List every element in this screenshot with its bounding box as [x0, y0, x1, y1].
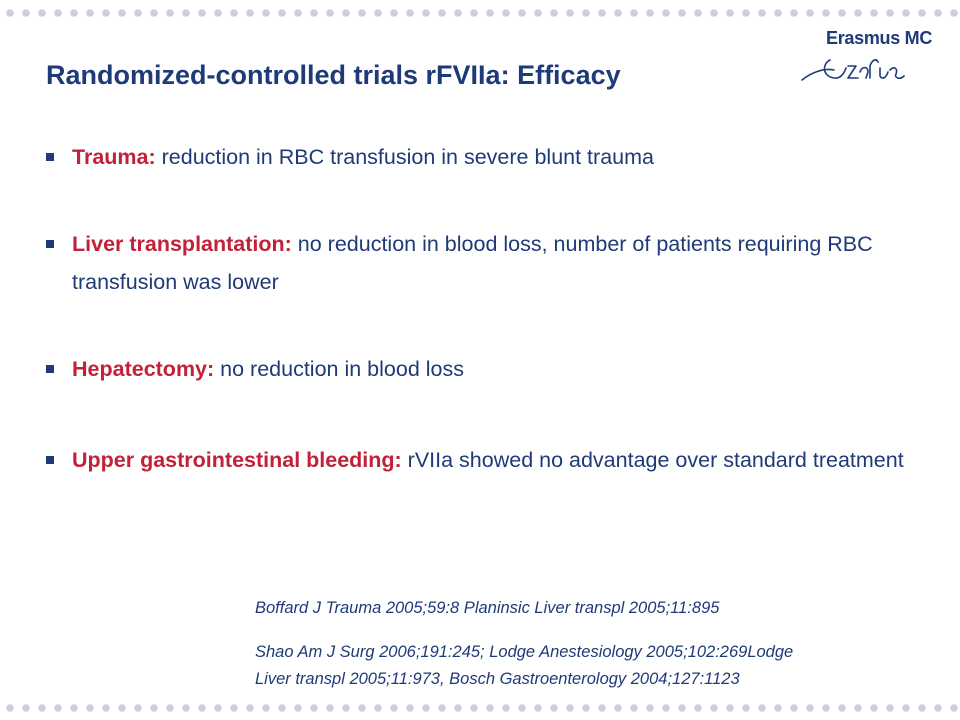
- slide-title: Randomized-controlled trials rFVIIa: Efficacy: [46, 60, 621, 90]
- bullet-term: Liver transplantation:: [72, 232, 292, 256]
- bullet-trauma: [46, 138, 654, 176]
- bullet-hepatectomy: [46, 350, 464, 388]
- bullet-marker-icon: [46, 456, 54, 464]
- bullet-text: reduction in RBC transfusion in severe blunt trauma: [155, 145, 654, 169]
- top-dotted-border: [0, 8, 960, 18]
- bottom-dotted-border: [0, 703, 960, 713]
- reference-line: Boffard J Trauma 2005;59:8 Planinsic Liver transpl 2005;11:895: [255, 599, 720, 617]
- bullet-marker-icon: [46, 365, 54, 373]
- erasmus-mc-logo: [800, 28, 940, 98]
- bullet-liver-transplantation: [46, 225, 906, 301]
- reference-line: Shao Am J Surg 2006;191:245; Lodge Anestesiology 2005;102:269Lodge: [255, 643, 794, 661]
- bullet-marker-icon: [46, 240, 54, 248]
- bullet-text: rVIIa showed no advantage over standard treatment: [401, 448, 904, 472]
- bullet-marker-icon: [46, 153, 54, 161]
- bullet-term: Trauma:: [72, 145, 156, 169]
- bullet-upper-gi-bleeding: [46, 441, 904, 479]
- erasmus-signature-icon: [800, 50, 940, 94]
- bullet-term: Upper gastrointestinal bleeding:: [72, 448, 402, 472]
- logo-wordmark: Erasmus MC: [826, 28, 933, 48]
- bullet-term: Hepatectomy:: [72, 357, 215, 381]
- bullet-text: no reduction in blood loss, number of patients requiring RBC transfusion was lower: [72, 232, 873, 294]
- bullet-text: no reduction in blood loss: [214, 357, 464, 381]
- reference-line: Liver transpl 2005;11:973, Bosch Gastroenterology 2004;127:1123: [255, 670, 740, 688]
